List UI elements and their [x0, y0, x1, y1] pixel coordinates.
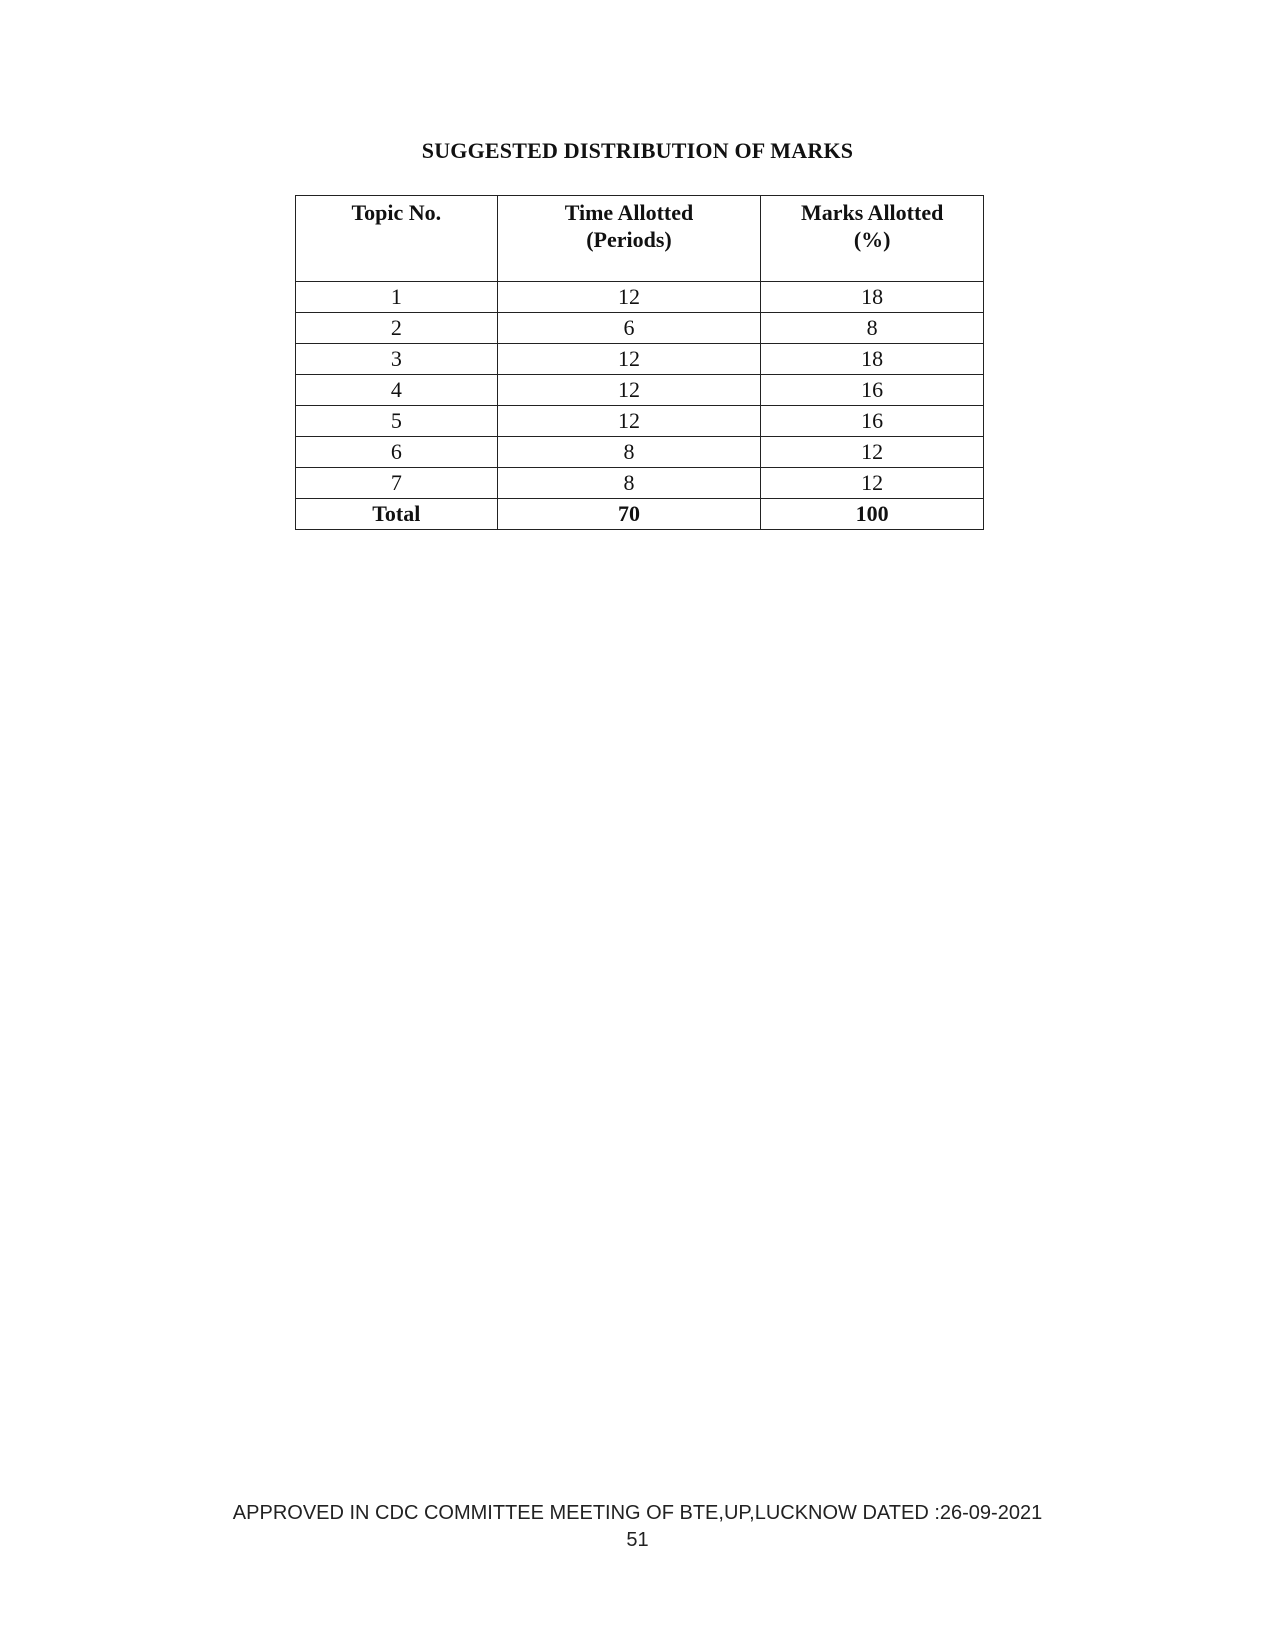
header-topic-no: Topic No.: [296, 196, 498, 282]
cell-time: 12: [497, 282, 761, 313]
table-row: [296, 313, 984, 344]
header-marks-line2: (%): [853, 227, 891, 252]
table-row: [296, 468, 984, 499]
page-title: SUGGESTED DISTRIBUTION OF MARKS: [421, 138, 854, 163]
total-label: Total: [296, 499, 498, 530]
cell-time: 12: [497, 406, 761, 437]
total-marks: 100: [761, 499, 984, 530]
page-number: 51: [626, 1529, 649, 1551]
cell-time: 12: [497, 344, 761, 375]
cell-marks: 16: [761, 406, 984, 437]
table-row: [296, 344, 984, 375]
cell-topic: 7: [296, 468, 498, 499]
cell-time: 6: [497, 313, 761, 344]
header-time-line1: Time Allotted: [564, 200, 694, 225]
cell-topic: 5: [296, 406, 498, 437]
table-row: [296, 282, 984, 313]
cell-time: 8: [497, 468, 761, 499]
cell-marks: 12: [761, 468, 984, 499]
table-row: [296, 437, 984, 468]
page-footer: [0, 1500, 1275, 1554]
approval-note: APPROVED IN CDC COMMITTEE MEETING OF BTE,UP,LUCKNOW DATED :26-09-2021: [232, 1502, 1043, 1524]
total-time: 70: [497, 499, 761, 530]
header-marks-line1: Marks Allotted: [800, 200, 944, 225]
header-marks-allotted: [761, 196, 984, 282]
table-header-row: [296, 196, 984, 282]
cell-marks: 18: [761, 282, 984, 313]
cell-topic: 3: [296, 344, 498, 375]
cell-marks: 16: [761, 375, 984, 406]
cell-time: 12: [497, 375, 761, 406]
cell-topic: 2: [296, 313, 498, 344]
header-time-line2: (Periods): [586, 227, 672, 252]
cell-topic: 4: [296, 375, 498, 406]
marks-distribution-table: [295, 195, 984, 530]
cell-marks: 18: [761, 344, 984, 375]
table-row: [296, 375, 984, 406]
cell-topic: 1: [296, 282, 498, 313]
cell-time: 8: [497, 437, 761, 468]
cell-marks: 8: [761, 313, 984, 344]
cell-marks: 12: [761, 437, 984, 468]
table-total-row: [296, 499, 984, 530]
cell-topic: 6: [296, 437, 498, 468]
header-time-allotted: [497, 196, 761, 282]
table-row: [296, 406, 984, 437]
